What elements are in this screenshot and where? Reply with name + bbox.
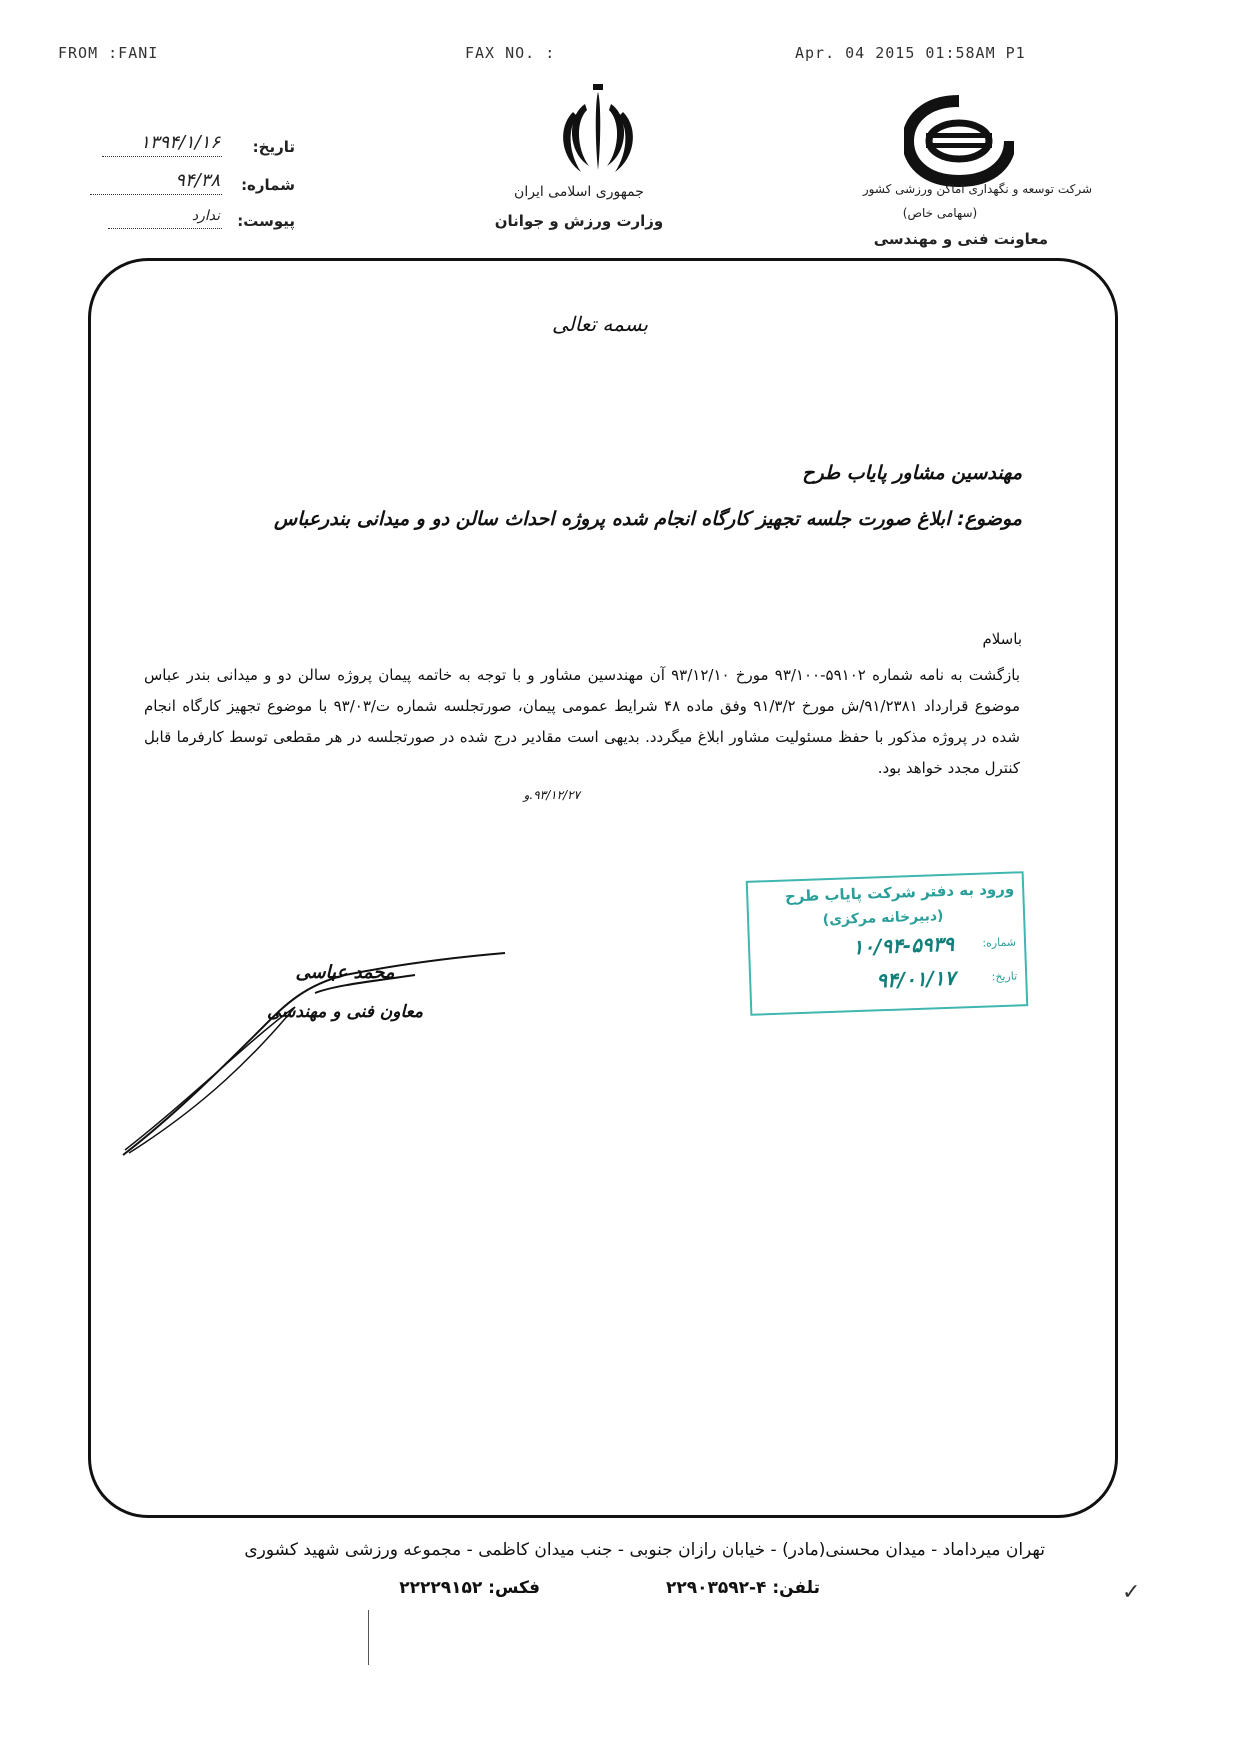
date-value: ۱۳۹۴/۱/۱۶ (140, 132, 220, 153)
footer-address: تهران میرداماد - میدان محسنی(مادر) - خیابان رازان جنوبی - جنب میدان کاظمی - مجموعه ورزشی شهید کشوری (244, 1540, 1045, 1560)
stamp-number-label: شماره: (982, 935, 1017, 950)
iran-emblem-icon (555, 82, 641, 178)
received-stamp (746, 871, 1029, 1016)
center-org-line1: جمهوری اسلامی ایران (514, 184, 644, 200)
right-org-line2: (سهامی خاص) (902, 206, 978, 220)
signatory-title: معاون فنی و مهندسی (267, 1002, 423, 1022)
letter-body: بازگشت به نامه شماره ۵۹۱۰۲-۹۳/۱۰۰ مورخ ۹۳/۱۲/۱۰ آن مهندسین مشاور و با توجه به خاتمه پیمان پروژه سالن دو و میدانی بندر عباس موضوع قرارداد ۹۱/۲۳۸۱/ش مورخ ۹۱/۳/۲ وفق ماده ۴۸ شرایط عمومی پیمان، صورتجلسه شماره ت/۹۳/۰۳ با موضوع تجهیز کارگاه انجام شده در پروژه مذکور با حفظ مسئولیت مشاور ابلاغ میگردد. بدیهی است مقادیر درج شده در صورتجلسه در هر مقطعی توسط کارفرما قابل کنترل مجدد خواهد بود. (144, 666, 1020, 777)
greeting: باسلام (982, 630, 1022, 648)
stamp-date-value: ۹۴/۰۱/۱۷ (875, 965, 956, 993)
handwritten-signature (115, 945, 515, 1160)
signatory-name: محمد عباسی (295, 962, 395, 983)
letter-note: ۹۳/۱۲/۲۷.و (523, 788, 580, 802)
center-org-line2: وزارت ورزش و جوانان (494, 212, 664, 230)
date-label: تاریخ: (252, 138, 295, 156)
subject: موضوع: ابلاغ صورت جلسه تجهیز کارگاه انجام شده پروژه احداث سالن دو و میدانی بندرعباس (274, 508, 1022, 530)
number-underline (90, 194, 222, 195)
fax-from: FROM :FANI (58, 44, 159, 62)
stamp-number-value: ۱۰/۹۴-۵۹۳۹ (852, 931, 955, 960)
bismillah: بسمه تعالی (551, 312, 649, 336)
attachment-label: پیوست: (237, 212, 295, 230)
date-underline (102, 156, 222, 157)
attachment-underline (108, 228, 222, 229)
number-label: شماره: (241, 176, 295, 194)
recipient: مهندسین مشاور پایاب طرح (802, 462, 1022, 484)
footer-phone: تلفن: ۴-۲۲۹۰۳۵۹۲ (665, 1578, 820, 1598)
number-value: ۹۴/۳۸ (175, 170, 220, 191)
stamp-subtitle: (دبیرخانه مرکزی) (822, 908, 944, 929)
company-logo-icon (904, 95, 1014, 187)
right-org-line1: شرکت توسعه و نگهداری اماکن ورزشی کشور (862, 182, 1092, 196)
check-mark-icon: ✓ (1122, 1580, 1141, 1605)
fax-datetime: Apr. 04 2015 01:58AM P1 (795, 44, 1026, 62)
attachment-value: ندارد (191, 208, 220, 224)
fax-number: FAX NO. : (465, 44, 556, 62)
stamp-title: ورود به دفتر شرکت پایاب طرح (784, 879, 1015, 906)
footer-fax: فکس: ۲۲۲۲۹۱۵۲ (399, 1578, 540, 1598)
stamp-date-label: تاریخ: (991, 969, 1018, 984)
right-org-line3: معاونت فنی و مهندسی (873, 230, 1048, 248)
scan-line (368, 1610, 369, 1665)
